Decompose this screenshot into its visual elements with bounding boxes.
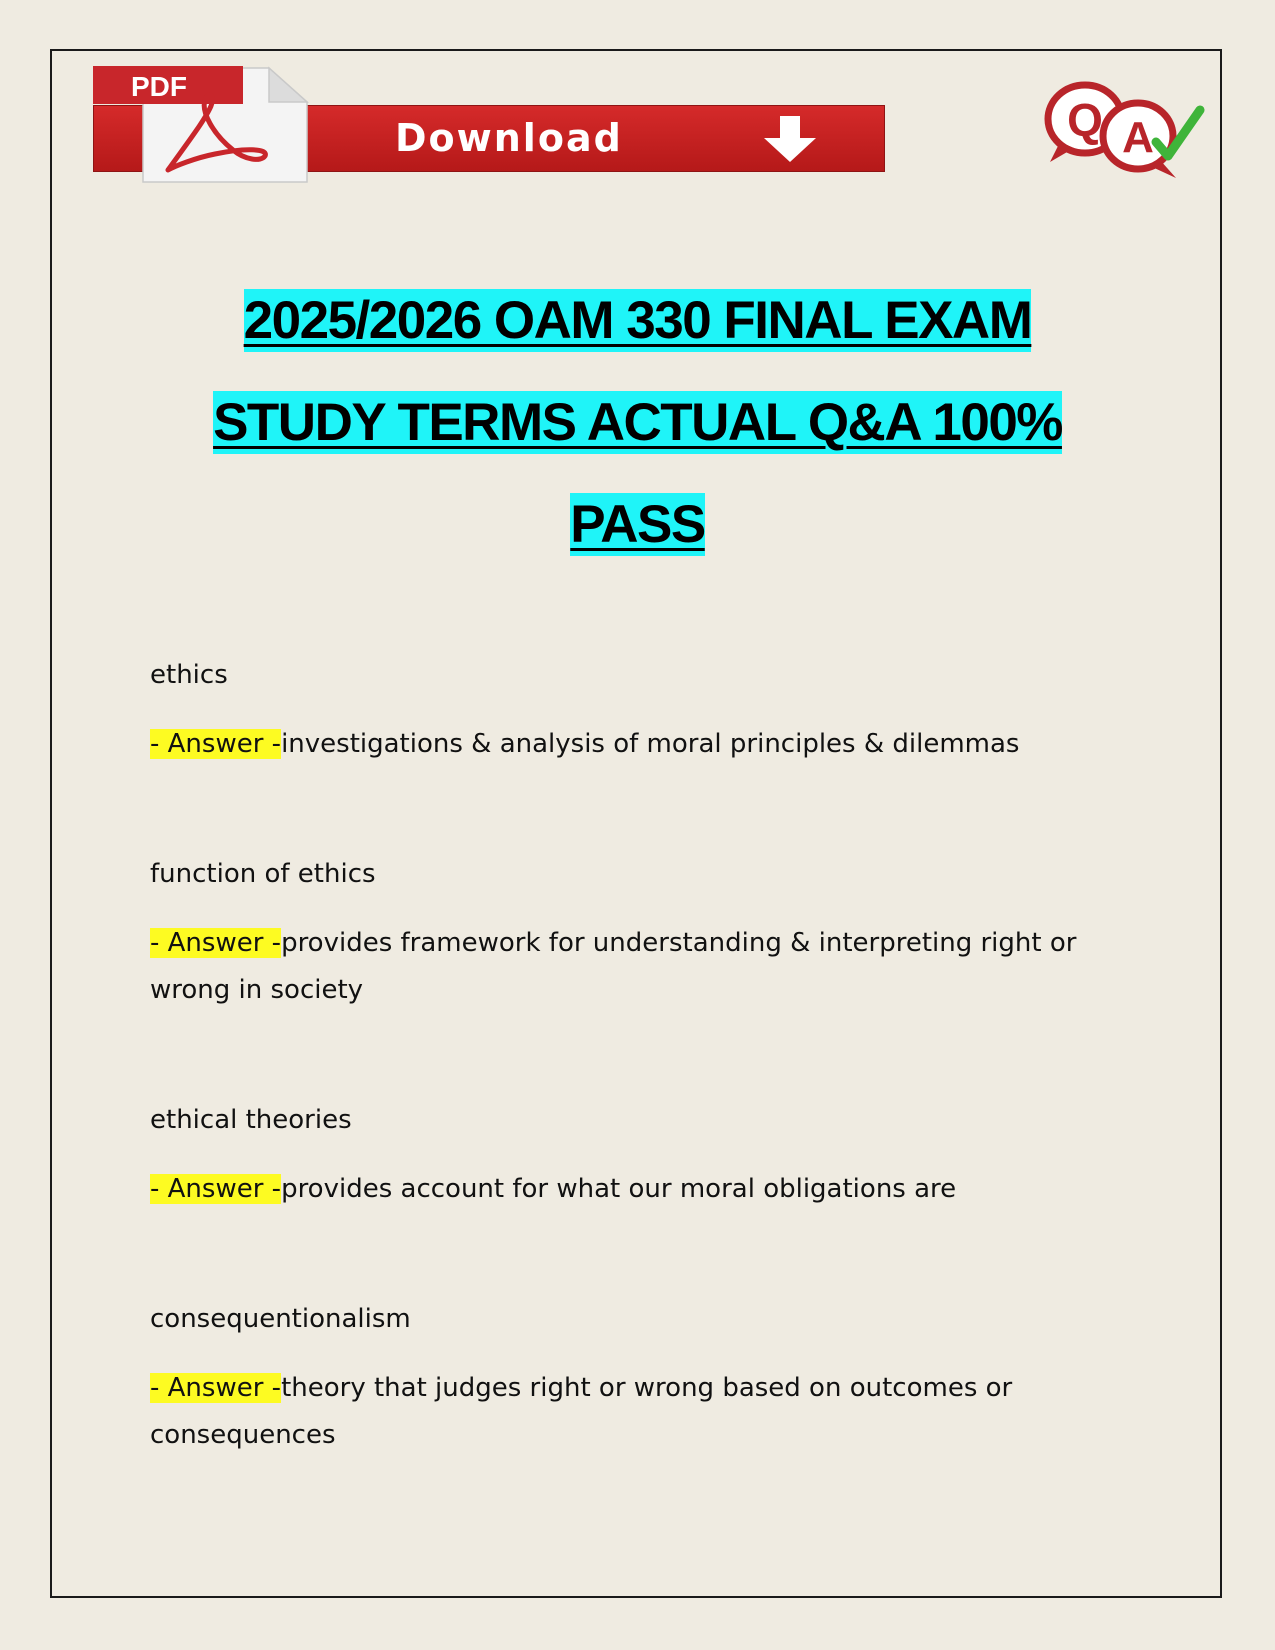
title-line: STUDY TERMS ACTUAL Q&A 100%	[213, 393, 1062, 452]
pdf-label: PDF	[131, 71, 187, 102]
qa-list	[150, 655, 1140, 1497]
qa-item	[150, 1299, 1140, 1459]
term: ethics	[150, 660, 228, 690]
qa-item	[150, 655, 1140, 768]
answer	[150, 721, 1140, 768]
answer	[150, 1365, 1140, 1459]
answer-text: provides framework for understanding & interpreting right or wrong in society	[150, 928, 1077, 1005]
qa-item	[150, 854, 1140, 1014]
document-title	[60, 270, 1215, 576]
answer-prefix: - Answer -	[150, 1373, 282, 1403]
qa-logo-q: Q	[1067, 94, 1103, 146]
answer-prefix: - Answer -	[150, 729, 282, 759]
download-banner[interactable]	[93, 62, 885, 182]
download-label[interactable]: Download	[395, 116, 623, 160]
qa-logo-icon	[1038, 74, 1208, 184]
answer-text: provides account for what our moral obligations are	[281, 1174, 957, 1204]
qa-logo-a: A	[1122, 113, 1154, 162]
pdf-file-icon	[93, 62, 313, 184]
answer	[150, 920, 1140, 1014]
answer-prefix: - Answer -	[150, 1174, 282, 1204]
title-line: PASS	[570, 495, 705, 554]
answer-prefix: - Answer -	[150, 928, 282, 958]
term: function of ethics	[150, 859, 376, 889]
term: ethical theories	[150, 1105, 352, 1135]
answer	[150, 1166, 1140, 1213]
title-line: 2025/2026 OAM 330 FINAL EXAM	[243, 291, 1032, 350]
answer-text: investigations & analysis of moral principles & dilemmas	[281, 729, 1020, 759]
answer-text: theory that judges right or wrong based on outcomes or consequences	[150, 1373, 1013, 1450]
download-arrow-icon	[760, 114, 820, 166]
qa-item	[150, 1100, 1140, 1213]
term: consequentionalism	[150, 1304, 411, 1334]
